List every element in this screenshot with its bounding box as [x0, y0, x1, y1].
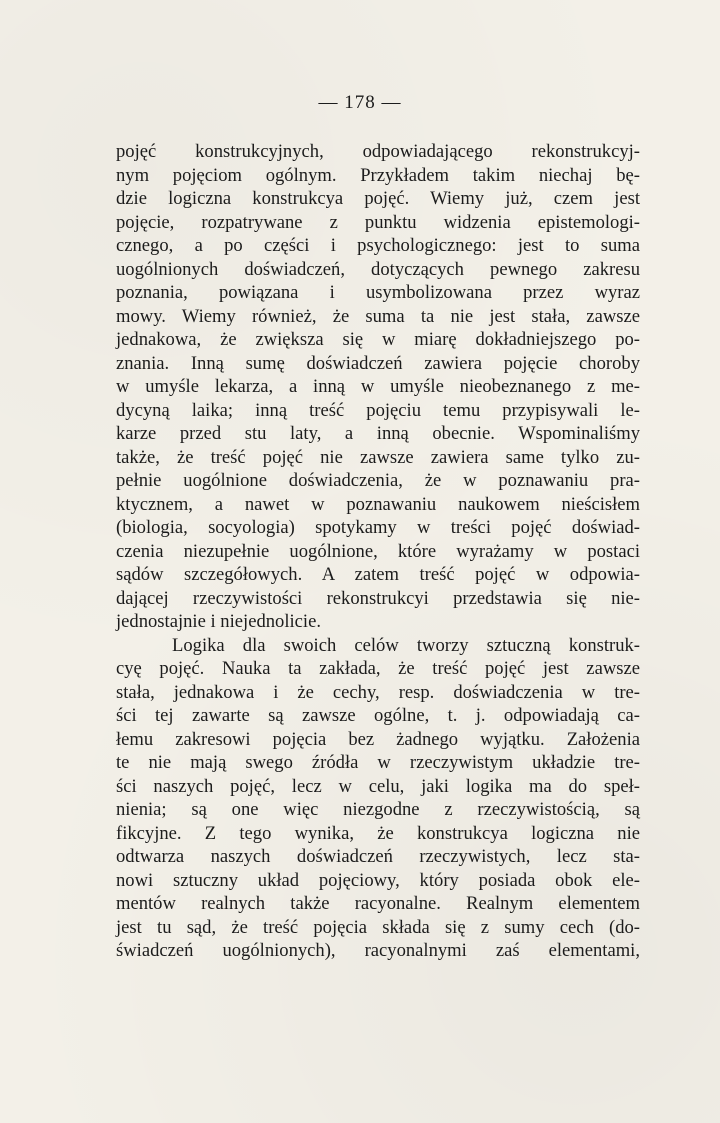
text-line: łemu zakresowi pojęcia bez żadnego wyjątku. Założenia: [116, 728, 640, 750]
text-line: fikcyjne. Z tego wynika, że konstrukcya logiczna nie: [116, 822, 640, 844]
paragraph-start-line: Logika dla swoich celów tworzy sztuczną konstruk-: [172, 634, 640, 656]
text-line: czenia niezupełnie uogólnione, które wyrażamy w postaci: [116, 540, 640, 562]
text-line: ści naszych pojęć, lecz w celu, jaki logika ma do speł-: [116, 775, 640, 797]
text-line: pojęć konstrukcyjnych, odpowiadającego rekonstrukcyj-: [116, 141, 640, 162]
text-line: uogólnionych doświadczeń, dotyczących pewnego zakresu: [116, 258, 640, 280]
text-line: stała, jednakowa i że cechy, resp. doświadczenia w tre-: [116, 681, 640, 703]
text-line: odtwarza naszych doświadczeń rzeczywistych, lecz sta-: [116, 846, 640, 867]
text-line: także, że treść pojęć nie zawsze zawiera same tylko zu-: [116, 446, 640, 468]
text-line: znania. Inną sumę doświadczeń zawiera pojęcie choroby: [116, 352, 640, 374]
text-line: cznego, a po części i psychologicznego: jest to suma: [116, 235, 640, 256]
text-line: sądów szczegółowych. A zatem treść pojęć w odpowia-: [116, 564, 640, 585]
text-line: jest tu sąd, że treść pojęcia składa się z sumy cech (do-: [116, 916, 640, 938]
text-line: mentów realnych także racyonalne. Realnym elementem: [116, 893, 640, 914]
text-line: jednakowa, że zwiększa się w miarę dokładniejszego po-: [116, 329, 640, 350]
text-line: cyę pojęć. Nauka ta zakłada, że treść pojęć jest zawsze: [116, 658, 640, 679]
text-line: ktycznem, a nawet w poznawaniu naukowem nieścisłem: [116, 493, 640, 515]
text-line: w umyśle lekarza, a inną w umyśle nieobeznanego z me-: [116, 376, 640, 397]
text-line: karze przed stu laty, a inną obecnie. Wspominaliśmy: [116, 423, 640, 444]
text-line: te nie mają swego źródła w rzeczywistym układzie tre-: [116, 752, 640, 773]
text-line: dycyną laika; inną treść pojęciu temu przypisywali le-: [116, 399, 640, 421]
text-line: poznania, powiązana i usymbolizowana przez wyraz: [116, 282, 640, 303]
paragraph-end-line: jednostajnie i niejednolicie.: [116, 611, 321, 632]
text-line: nienia; są one więc niezgodne z rzeczywistością, są: [116, 799, 640, 820]
text-line: pełnie uogólnione doświadczenia, że w poznawaniu pra-: [116, 470, 640, 491]
body-text: [116, 140, 640, 963]
text-line: świadczeń uogólnionych), racyonalnymi zaś elementami,: [116, 940, 640, 961]
text-line: nowi sztuczny układ pojęciowy, który posiada obok ele-: [116, 869, 640, 891]
text-line: nym pojęciom ogólnym. Przykładem takim niechaj bę-: [116, 164, 640, 186]
text-line: dającej rzeczywistości rekonstrukcyi przedstawia się nie-: [116, 587, 640, 609]
text-line: dzie logiczna konstrukcya pojęć. Wiemy już, czem jest: [116, 188, 640, 209]
text-line: (biologia, socyologia) spotykamy w treści pojęć doświad-: [116, 517, 640, 538]
text-line: mowy. Wiemy również, że suma ta nie jest stała, zawsze: [116, 305, 640, 327]
page-number: — 178 —: [318, 92, 402, 113]
text-line: pojęcie, rozpatrywane z punktu widzenia epistemologi-: [116, 211, 640, 233]
text-line: ści tej zawarte są zawsze ogólne, t. j. odpowiadają ca-: [116, 705, 640, 726]
